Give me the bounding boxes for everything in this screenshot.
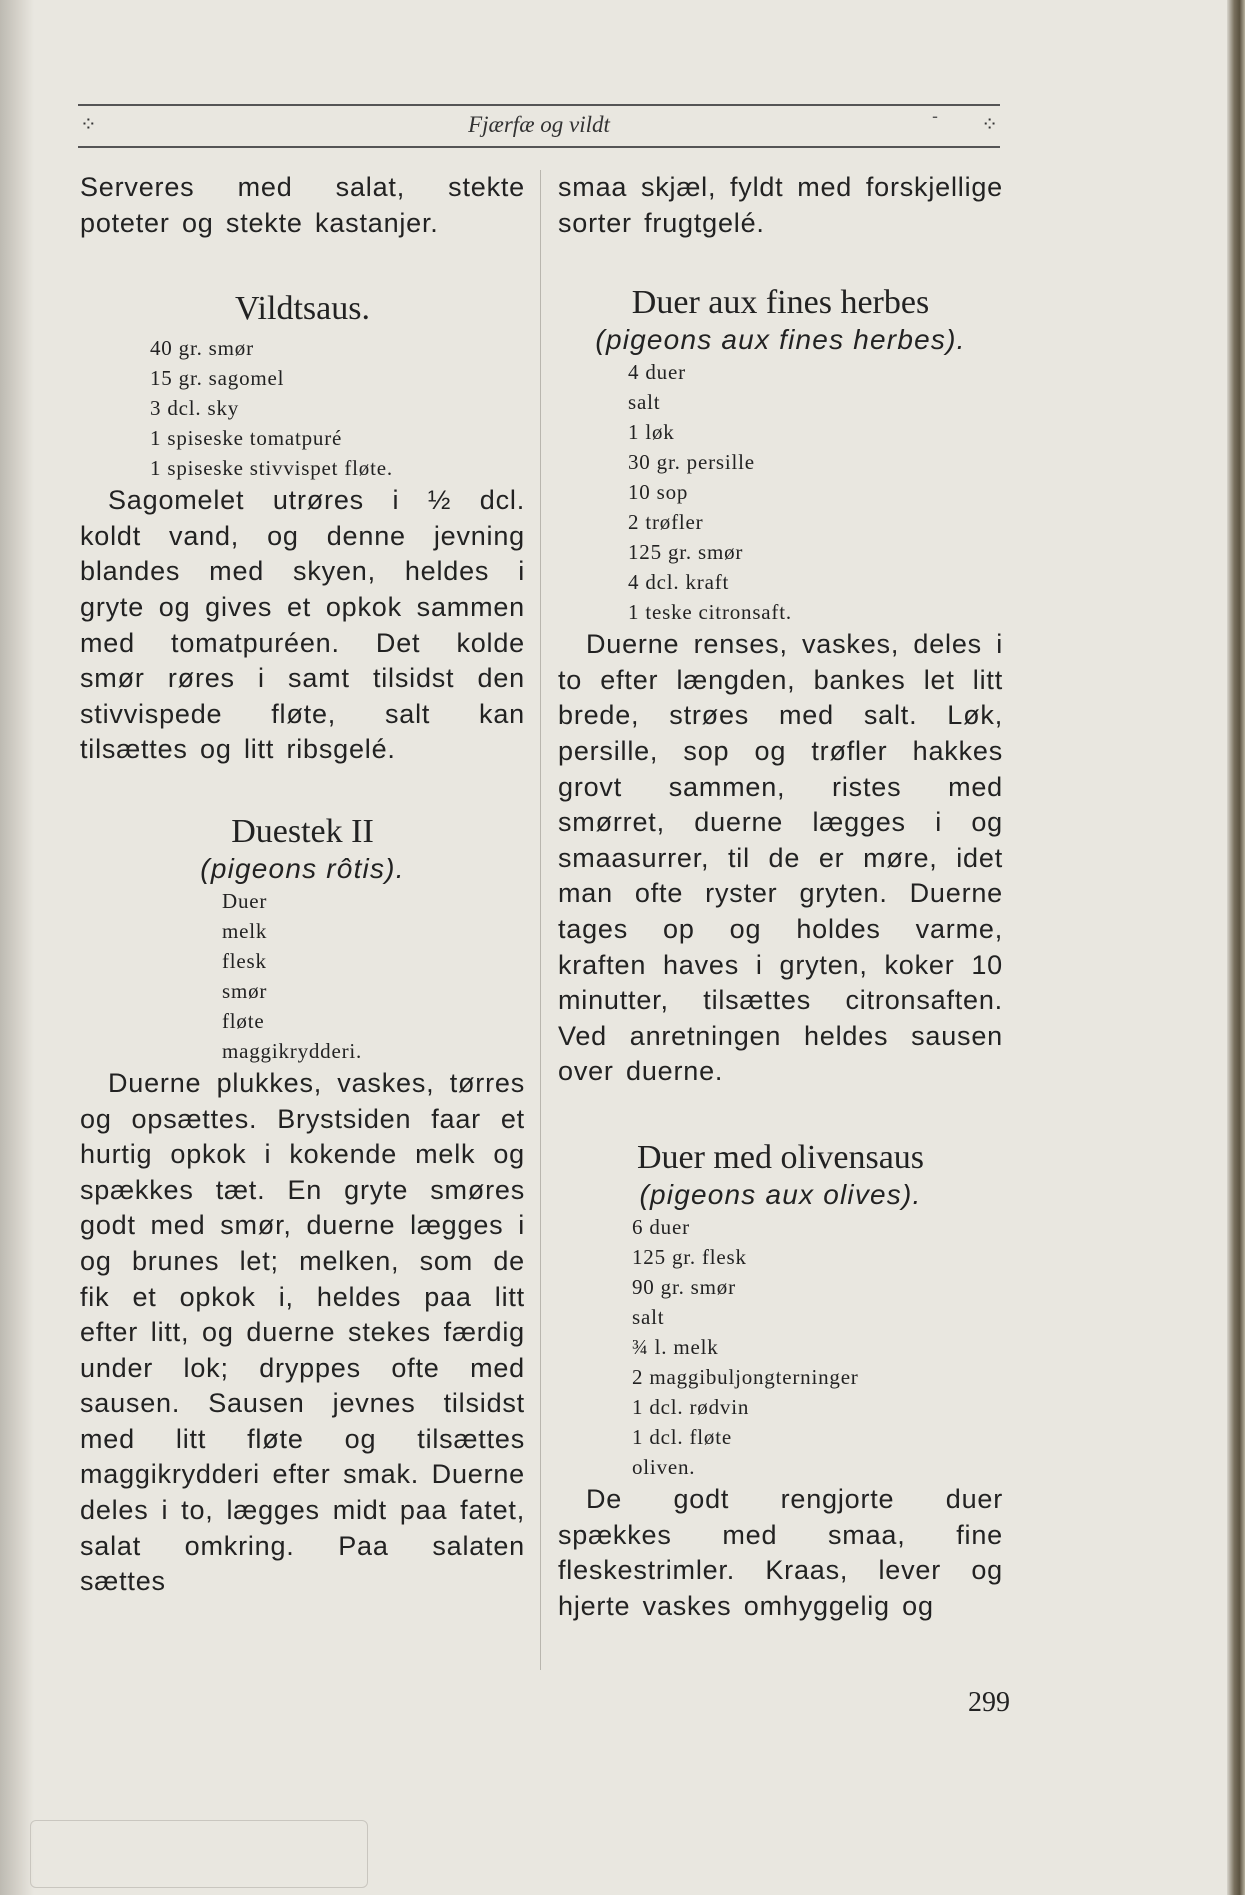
olivensaus-subtitle: (pigeons aux olives). [639, 1178, 922, 1210]
fines-herbes-ingredients [628, 357, 1003, 627]
vildtsaus-text: Sagomelet utrøres i ½ dcl. koldt vand, og denne jevning blandes med skyen, heldes i gryte og gives et opkok sammen med tomatpuréen. Det kolde smør røres i samt tilsidst den stivvispede fløte, salt kan tilsættes og litt ribsgelé. [80, 485, 525, 765]
left-column [80, 170, 525, 1600]
right-column [558, 170, 1003, 1624]
ingredient-item: 1 dcl. fløte [632, 1424, 732, 1449]
ingredient-item: 6 duer [632, 1214, 690, 1239]
duestek-ingredients [222, 886, 525, 1066]
fines-herbes-title: Duer aux fines herbes [631, 284, 930, 322]
continuation-paragraph: smaa skjæl, fyldt med forskjellige sorter frugtgelé. [558, 172, 1003, 238]
duestek-title: Duestek II [231, 812, 374, 850]
ingredient-item: 125 gr. flesk [632, 1244, 747, 1269]
ingredient-item: 4 dcl. kraft [628, 570, 730, 595]
ingredient-item: salt [632, 1304, 665, 1329]
olivensaus-text: De godt rengjorte duer spækkes med smaa, fine fleskestrimler. Kraas, lever og hjerte vaskes omhyggelig og [558, 1483, 1003, 1621]
paper-mark [30, 1820, 368, 1888]
ingredient-item: salt [628, 390, 661, 415]
olivensaus-ingredients [632, 1212, 1003, 1482]
ingredient-item: maggikrydderi. [222, 1038, 363, 1063]
ingredient-item: 15 gr. sagomel [150, 366, 285, 391]
ingredient-item: 2 maggibuljongterninger [632, 1364, 859, 1389]
header-mark: - [932, 106, 938, 126]
ingredient-item: 40 gr. smør [150, 336, 254, 361]
ingredient-item: 3 dcl. sky [150, 396, 240, 421]
vildtsaus-ingredients [150, 333, 525, 483]
ingredient-item: 90 gr. smør [632, 1274, 736, 1299]
duestek-subtitle: (pigeons rôtis). [200, 852, 405, 884]
ingredient-item: 10 sop [628, 480, 689, 505]
olivensaus-title: Duer med olivensaus [636, 1138, 925, 1176]
ingredient-item: smør [222, 978, 268, 1003]
ingredient-item: 1 spiseske stivvispet fløte. [150, 456, 393, 481]
ingredient-item: 2 trøfler [628, 510, 704, 535]
ingredient-item: 1 dcl. rødvin [632, 1394, 750, 1419]
ingredient-item: Duer [222, 888, 268, 913]
intro-paragraph: Serveres med salat, stekte poteter og stekte kastanjer. [80, 172, 525, 238]
ingredient-item: oliven. [632, 1454, 696, 1479]
ingredient-item: flesk [222, 948, 267, 973]
running-header [78, 104, 1000, 148]
ingredient-item: 1 løk [628, 420, 675, 445]
column-divider [540, 170, 541, 1670]
page-edge [1227, 0, 1245, 1895]
ornament-right-icon: ⁘ [981, 114, 998, 136]
page-gutter-shadow [0, 0, 34, 1895]
ingredient-item: 1 spiseske tomatpuré [150, 426, 343, 451]
fines-herbes-subtitle: (pigeons aux fines herbes). [595, 324, 966, 356]
ingredient-item: 125 gr. smør [628, 540, 744, 565]
ingredient-item: ¾ l. melk [632, 1334, 719, 1359]
page-number: 299 [968, 1687, 1010, 1718]
ingredient-item: melk [222, 918, 268, 943]
duestek-text: Duerne plukkes, vaskes, tørres og opsættes. Brystsiden faar et hurtig opkok i kokende melk og spækkes tæt. En gryte smøres godt med smør, duerne lægges i og brunes let; melken, som de fik et opkok i, heldes paa litt efter litt, og duerne stekes færdig under lok; dryppes ofte med sausen. Sausen jevnes tilsidst med litt fløte og tilsættes maggikrydderi efter smak. Duerne deles i to, lægges midt paa fatet, salat omkring. Paa salaten sættes [80, 1067, 525, 1597]
vildtsaus-title: Vildtsaus. [235, 290, 370, 328]
ingredient-item: 4 duer [628, 360, 686, 385]
ingredient-item: 1 teske citronsaft. [628, 600, 792, 625]
running-title: Fjærfæ og vildt [468, 112, 610, 137]
ingredient-item: 30 gr. persille [628, 450, 755, 475]
fines-herbes-text: Duerne renses, vaskes, deles i to efter længden, bankes let litt brede, strøes med salt. Løk, persille, sop og trøfler hakkes grovt sammen, ristes med smørret, duerne lægges i og smaasurrer, til de er møre, idet man ofte ryster gryten. Duerne tages op og holdes varme, kraften haves i gryten, koker 10 minutter, tilsættes citronsaften. Ved anretningen heldes sausen over duerne. [558, 629, 1003, 1087]
ornament-left-icon: ⁘ [80, 114, 97, 136]
ingredient-item: fløte [222, 1008, 265, 1033]
